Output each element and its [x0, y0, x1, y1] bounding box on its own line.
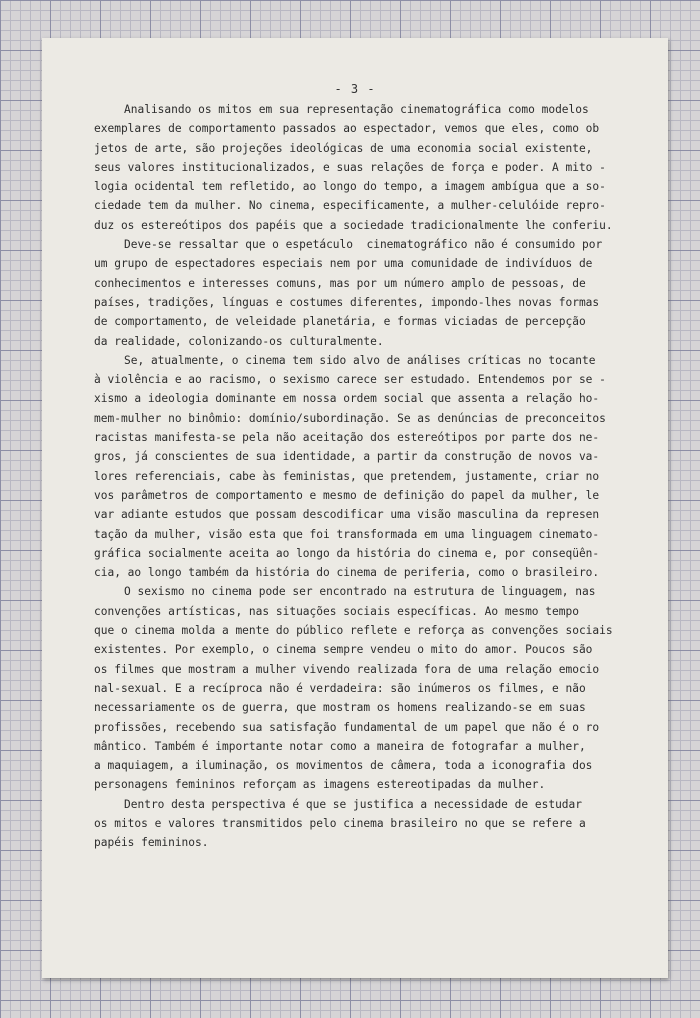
text-line: a maquiagem, a iluminação, os movimentos de câmera, toda a iconografia dos [94, 759, 593, 773]
text-line: Analisando os mitos em sua representação cinematográfica como modelos [124, 103, 589, 116]
text-line: um grupo de espectadores especiais nem por uma comunidade de indivíduos de [94, 257, 593, 271]
text-line: Dentro desta perspectiva é que se justifica a necessidade de estudar [124, 797, 583, 811]
text-line: ciedade tem da mulher. No cinema, especificamente, a mulher-celulóide repro- [94, 199, 606, 213]
text-line: papéis femininos. [94, 836, 209, 850]
text-line: vos parâmetros de comportamento e mesmo de definição do papel da mulher, le [94, 488, 600, 502]
page-number: - 3 - [334, 82, 376, 96]
text-line: necessariamente os de guerra, que mostram os homens realizando-se em suas [94, 701, 586, 715]
text-line: exemplares de comportamento passados ao espectador, vemos que eles, como ob [94, 122, 600, 136]
text-line: países, tradições, línguas e costumes diferentes, impondo-lhes novas formas [94, 295, 600, 309]
text-line: logia ocidental tem refletido, ao longo do tempo, a imagem ambígua que a so- [94, 180, 606, 194]
text-line: cia, ao longo também da história do cinema de periferia, como o brasileiro. [94, 566, 600, 580]
text-line: gros, já conscientes de sua identidade, a partir da construção de novos va- [94, 450, 600, 464]
text-line: existentes. Por exemplo, o cinema sempre vendeu o mito do amor. Poucos são [94, 643, 593, 657]
text-line: seus valores institucionalizados, e suas relações de força e poder. A mito - [94, 160, 606, 174]
text-line: racistas manifesta-se pela não aceitação dos estereótipos por parte dos ne- [94, 431, 600, 445]
text-line: gráfica socialmente aceita ao longo da história do cinema e, por conseqüên- [94, 546, 600, 560]
text-line: var adiante estudos que possam descodificar uma visão masculina da represen [94, 508, 600, 522]
text-line: personagens femininos reforçam as imagens estereotipadas da mulher. [94, 778, 546, 792]
typed-text-body [94, 100, 654, 853]
text-line: mântico. Também é importante notar como a maneira de fotografar a mulher, [94, 739, 586, 753]
text-line: O sexismo no cinema pode ser encontrado na estrutura de linguagem, nas [124, 585, 596, 599]
text-line: jetos de arte, são projeções ideológicas de uma economia social existente, [94, 141, 593, 155]
text-line: que o cinema molda a mente do público reflete e reforça as convenções sociais [94, 624, 613, 638]
text-line: os filmes que mostram a mulher vivendo realizada fora de uma relação emocio [94, 662, 600, 676]
text-line: os mitos e valores transmitidos pelo cinema brasileiro no que se refere a [94, 816, 586, 830]
text-line: da realidade, colonizando-os culturalmente. [94, 334, 384, 348]
text-line: nal-sexual. E a recíproca não é verdadeira: são inúmeros os filmes, e não [94, 681, 586, 695]
text-line: duz os estereótipos dos papéis que a sociedade tradicionalmente lhe conferiu. [94, 218, 613, 232]
text-line: à violência e ao racismo, o sexismo carece ser estudado. Entendemos por se - [94, 373, 606, 387]
text-line: convenções artísticas, nas situações sociais específicas. Ao mesmo tempo [94, 604, 579, 618]
typed-page [42, 38, 668, 978]
text-line: Se, atualmente, o cinema tem sido alvo de análises críticas no tocante [124, 353, 596, 367]
text-line: profissões, recebendo sua satisfação fundamental de um papel que não é o ro [94, 720, 600, 734]
text-line: conhecimentos e interesses comuns, mas por um número amplo de pessoas, de [94, 276, 586, 290]
text-line: Deve-se ressaltar que o espetáculo cinematográfico não é consumido por [124, 238, 603, 252]
text-line: tação da mulher, visão esta que foi transformada em uma linguagem cinemato- [94, 527, 600, 541]
text-line: mem-mulher no binômio: domínio/subordinação. Se as denúncias de preconceitos [94, 411, 606, 425]
text-line: xismo a ideologia dominante em nossa ordem social que assenta a relação ho- [94, 392, 600, 406]
text-line: lores referenciais, cabe às feministas, que pretendem, justamente, criar no [94, 469, 600, 483]
text-line: de comportamento, de veleidade planetária, e formas viciadas de percepção [94, 315, 586, 329]
